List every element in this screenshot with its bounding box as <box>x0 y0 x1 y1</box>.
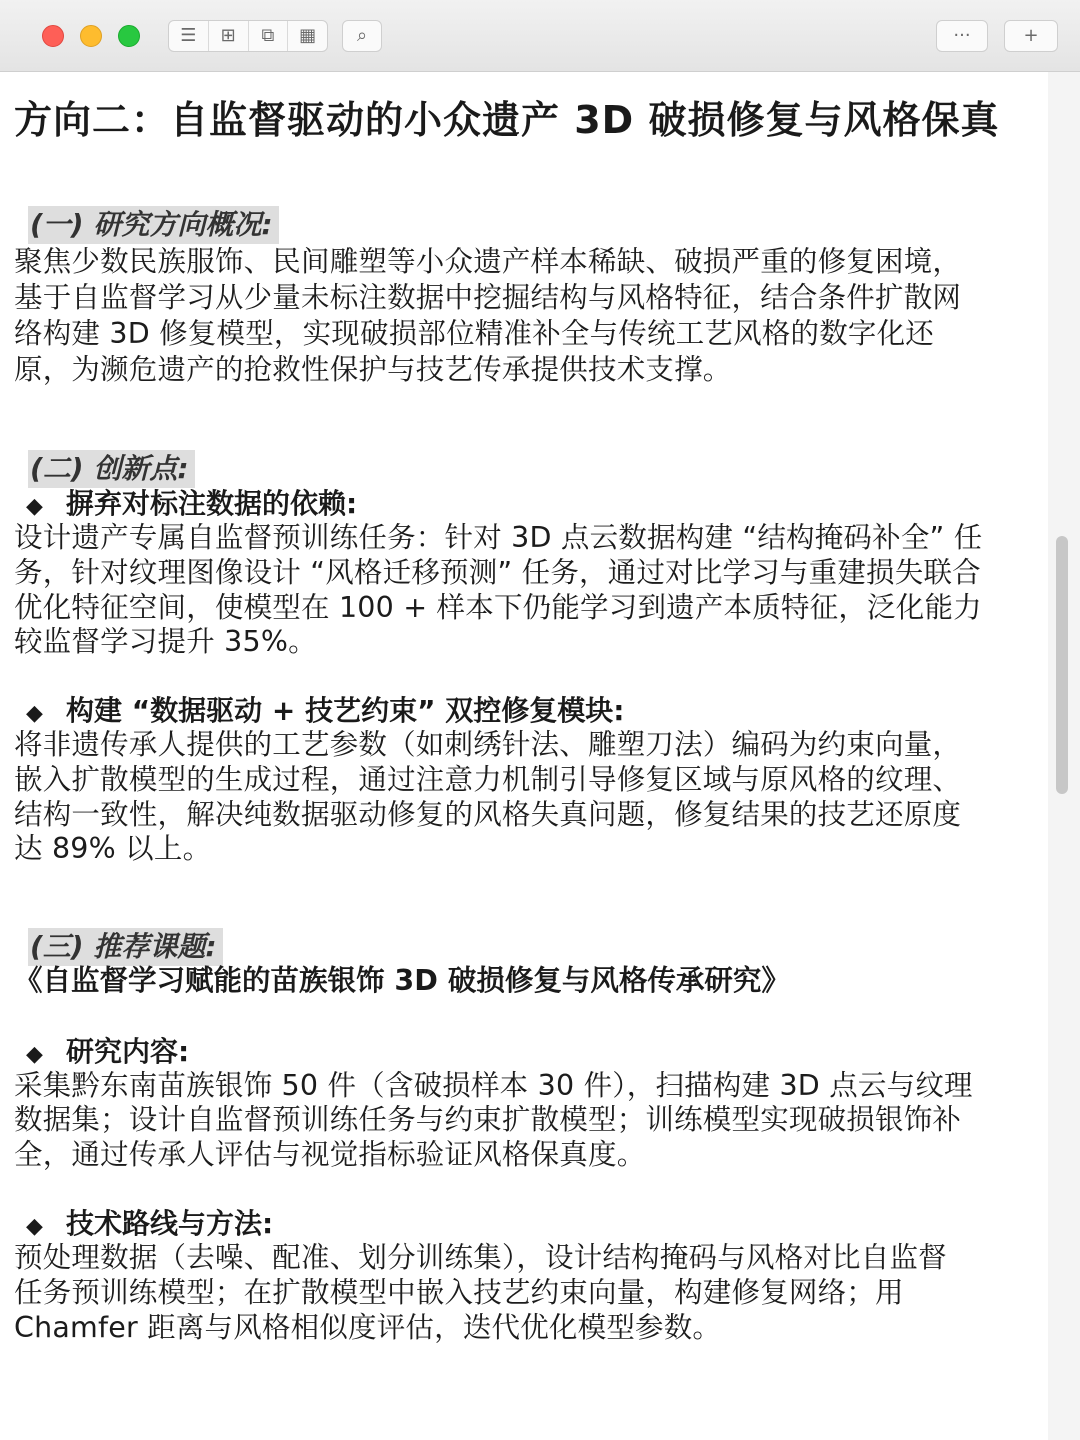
add-button[interactable] <box>1004 20 1058 52</box>
plus-icon: + <box>1023 25 1039 46</box>
section-heading-recommended-topic: (三) 推荐课题: <box>28 928 223 966</box>
paragraph-line: 结构一致性，解决纯数据驱动修复的风格失真问题，修复结果的技艺还原度 <box>14 798 962 831</box>
diamond-bullet-icon: ◆ <box>26 701 43 726</box>
grid-view-button[interactable] <box>209 21 249 51</box>
bullet-label: 构建 “数据驱动 + 技艺约束” 双控修复模块: <box>66 694 625 727</box>
paragraph-line: 务，针对纹理图像设计 “风格迁移预测” 任务，通过对比学习与重建损失联合 <box>14 556 981 589</box>
zoom-window-button[interactable] <box>118 25 140 47</box>
paragraph-line: 将非遗传承人提供的工艺参数（如刺绣针法、雕塑刀法）编码为约束向量， <box>14 728 962 761</box>
paragraph-line: 达 89% 以上。 <box>14 832 212 865</box>
bullet-label: 摒弃对标注数据的依赖: <box>66 487 358 520</box>
search-button[interactable] <box>342 20 382 52</box>
document-title: 方向二：自监督驱动的小众遗产 3D 破损修复与风格保真 <box>14 98 1000 142</box>
list-icon: ☰ <box>180 25 197 46</box>
paragraph-line: 采集黔东南苗族银饰 50 件（含破损样本 30 件），扫描构建 3D 点云与纹理 <box>14 1069 973 1102</box>
view-mode-segmented-control <box>168 20 328 52</box>
bullet-label: 技术路线与方法: <box>66 1207 274 1240</box>
map-view-button[interactable] <box>249 21 289 51</box>
bullet-label: 研究内容: <box>66 1035 190 1068</box>
paragraph-line: 任务预训练模型；在扩散模型中嵌入技艺约束向量，构建修复网络；用 <box>14 1276 904 1309</box>
close-window-button[interactable] <box>42 25 64 47</box>
paragraph-line: Chamfer 距离与风格相似度评估，迭代优化模型参数。 <box>14 1311 722 1344</box>
diamond-bullet-icon: ◆ <box>26 1042 43 1067</box>
paragraph-line: 预处理数据（去噪、配准、划分训练集），设计结构掩码与风格对比自监督 <box>14 1241 947 1274</box>
paragraph-line: 原，为濒危遗产的抢救性保护与技艺传承提供技术支撑。 <box>14 353 732 386</box>
paragraph-line: 聚焦少数民族服饰、民间雕塑等小众遗产样本稀缺、破损严重的修复困境， <box>14 245 962 278</box>
map-icon: ⧉ <box>261 25 275 46</box>
paragraph-line: 嵌入扩散模型的生成过程，通过注意力机制引导修复区域与原风格的纹理、 <box>14 763 962 796</box>
calendar-view-button[interactable] <box>288 21 327 51</box>
vertical-scrollbar-thumb[interactable] <box>1056 536 1068 794</box>
paragraph-line: 较监督学习提升 35%。 <box>14 625 317 658</box>
diamond-bullet-icon: ◆ <box>26 1214 43 1239</box>
paragraph-line: 基于自监督学习从少量未标注数据中挖掘结构与风格特征，结合条件扩散网 <box>14 281 962 314</box>
ellipsis-icon: ··· <box>953 25 971 46</box>
paragraph-line: 络构建 3D 修复模型，实现破损部位精准补全与传统工艺风格的数字化还 <box>14 317 934 350</box>
calendar-icon: ▦ <box>299 25 317 46</box>
recommended-topic-title: 《自监督学习赋能的苗族银饰 3D 破损修复与风格传承研究》 <box>14 964 790 997</box>
grid-icon: ⊞ <box>220 25 236 46</box>
paragraph-line: 数据集；设计自监督预训练任务与约束扩散模型；训练模型实现破损银饰补 <box>14 1103 962 1136</box>
section-heading-innovations: (二) 创新点: <box>28 450 195 488</box>
window-toolbar <box>0 0 1080 72</box>
paragraph-line: 全，通过传承人评估与视觉指标验证风格保真度。 <box>14 1138 646 1171</box>
paragraph-line: 优化特征空间，使模型在 100 + 样本下仍能学习到遗产本质特征，泛化能力 <box>14 591 982 624</box>
minimize-window-button[interactable] <box>80 25 102 47</box>
search-icon: ⌕ <box>356 25 368 46</box>
diamond-bullet-icon: ◆ <box>26 494 43 519</box>
more-options-button[interactable] <box>936 20 988 52</box>
list-view-button[interactable] <box>169 21 209 51</box>
paragraph-line: 设计遗产专属自监督预训练任务：针对 3D 点云数据构建 “结构掩码补全” 任 <box>14 521 983 554</box>
section-heading-overview: (一) 研究方向概况: <box>28 206 279 244</box>
